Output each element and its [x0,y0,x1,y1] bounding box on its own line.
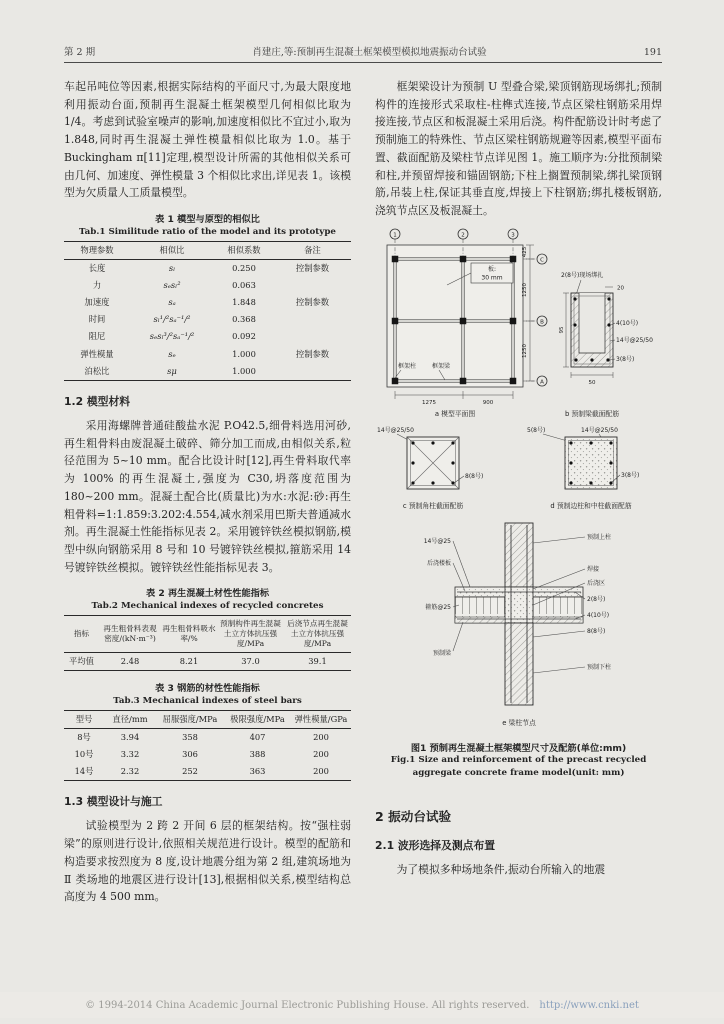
beam-column-joint [424,523,611,727]
table1-header: 相似比 [130,241,214,259]
cnki-url-link[interactable]: http://www.cnki.net [539,999,639,1011]
table3-title-cn: 表 3 钢筋的材性性能指标 [155,683,260,695]
table1-cell: 控制参数 [295,348,330,359]
middle-stirrup-label: 14号@25/50 [581,426,618,434]
plan-dim-1250b: 1250 [522,343,528,358]
table-row [64,311,351,328]
table2-cell: 平均值 [69,655,94,666]
table1-header: 相似系数 [214,241,274,259]
slab-thickness-value: 30 mm [481,274,503,282]
table3-cell: 3.32 [120,749,140,760]
beam-dim-width: 50 [588,379,596,386]
frame-beam-label: 框架梁 [432,362,451,370]
axis-labels-right [537,254,547,386]
table2-cell: 8.21 [179,655,199,666]
table3-cell: 200 [313,766,329,777]
section-2-1-heading: 2.1 波形选择及测点布置 [375,838,496,852]
table1-cell: 阻尼 [88,331,106,342]
figure1-caption-cn: 图1 预制再生混凝土框架模型尺寸及配筋(单位:mm) [410,742,627,754]
beam-dim-wall: 20 [617,285,624,292]
table2-header-row [64,616,351,653]
figure1 [375,225,662,780]
table3-header: 屈服强度/MPa [156,711,224,729]
table3-cell: 2.32 [120,766,140,777]
table1-cell [274,328,351,345]
beam-top-bars-joint-label: 2(8号) [587,595,606,603]
table3-header: 型号 [64,711,104,729]
beam-top-bars-label: 2(8号)现场绑扎 [561,271,604,279]
axis-label-c: C [540,256,544,263]
table1-cell [274,363,351,381]
table-row [64,363,351,381]
table1-cell: sₑsₗ³/²sₐ⁻¹/² [149,331,195,342]
table2-header: 预制构件再生混凝土立方体抗压强度/MPa [217,616,284,653]
table1-cell: 控制参数 [295,297,330,308]
beam-section-caption: b 预制梁截面配筋 [564,409,620,418]
issue-label: 第 2 期 [64,47,96,58]
table1-cell: 1.000 [232,365,256,376]
plan-dimensions-bottom [395,391,513,406]
table1-cell: 0.092 [232,331,256,342]
table3-cell: 363 [249,766,266,777]
table1-cell: 弹性模量 [80,348,114,359]
plan-dim-1275: 1275 [422,399,436,406]
table3-header: 极限强度/MPa [224,711,291,729]
table1-cell: 长度 [88,262,106,273]
table3-cell: 14号 [74,766,94,777]
table1-cell: 泊松比 [84,365,110,376]
table1-title-en: Tab.1 Similitude ratio of the model and its prototype [79,226,336,237]
frame-column-label: 框架柱 [398,362,417,370]
copyright-text: © 1994-2014 China Academic Journal Electronic Publishing House. All rights reserved. [85,999,530,1011]
paragraph-frame-beam: 框架梁设计为预制 U 型叠合梁,梁顶钢筋现场绑扎;预制构件的连接形式采取柱-柱榫式连接,节点区梁柱钢筋采用焊接连接,节点区和板混凝土采用后浇。构件配筋设计时考虑了预制施工的特殊性、节点区梁柱钢筋规避等因素,模型平面布置、截面配筋及梁柱节点详见图 1。施工顺序为:分批预制梁和柱,并预留焊接和锚固钢筋;下柱上搁置预制梁,绑扎梁顶钢筋,吊装上柱,保证其垂直度,焊接上下柱钢筋;绑扎楼板钢筋,浇筑节点区及板混凝土。 [375,80,662,217]
table1-cell: 1.000 [232,348,256,359]
precast-beam-label: 预制梁 [432,649,451,657]
table1-cell: sₑ [168,348,176,359]
page-footer [0,992,724,1018]
beam-dim-height: 95 [559,326,565,334]
joint-caption: e 梁柱节点 [502,718,536,727]
axis-label-2: 2 [461,231,465,238]
table2-header: 再生粗骨料表观密度/(kN·m⁻³) [99,616,161,653]
table-row [64,763,351,781]
cast-joint-region-shape [505,587,533,623]
table1-cell: 时间 [88,314,106,325]
table2-header: 再生粗骨料吸水率/% [161,616,217,653]
cast-slab-label: 后浇楼板 [426,559,451,567]
figure1-caption-en-line2: aggregate concrete frame model(unit: mm) [412,767,625,778]
table2-header: 后浇节点再生混凝土立方体抗压强度/MPa [284,616,351,653]
table3-cell: 10号 [74,749,94,760]
axis-label-b: B [540,318,544,325]
precast-lower-column-label: 预制下柱 [587,663,612,671]
table1-cell: 0.063 [232,279,256,290]
paragraph-materials: 采用海螺牌普通硅酸盐水泥 P.O42.5,细骨料选用河砂,再生粗骨料由废混凝土破碎、筛分加工而成,由相似关系,粒径范围为 5~10 mm。配合比设计时[12],再生骨料取代率为 100% 的再生混凝土,强度为 C30,坍落度范围为 180~200 mm。混凝土配合比(质量比)为水:水泥:砂:再生粗骨料=1:1.859:3.202:4.554,减水剂采用巴斯夫普通减水剂。再生混凝土性能指标见表 2。采用镀锌铁丝模拟钢筋,模型中纵向钢筋采用 8 号和 10 号镀锌铁丝模拟,箍筋采用 14 号镀锌铁丝模拟。镀锌铁丝性能指标见表 3。 [64,419,351,574]
page-header [64,44,662,58]
table1-similitude [64,241,351,381]
left-column [64,78,351,906]
figure1-caption-en-line1: Fig.1 Size and reinforcement of the precast recycled [390,754,647,765]
table-row [64,328,351,345]
table-row [64,728,351,746]
beam-bottom-bars-label: 3(8号) [616,355,635,363]
corner-bars-label: 8(8号) [465,472,484,480]
column-bars-label: 8(8号) [587,627,606,635]
table1-cell: 力 [92,279,102,290]
table1-cell: sₗ¹/²sₐ⁻¹/² [153,314,191,325]
table3-cell: 200 [313,731,329,742]
table3-cell: 252 [182,766,198,777]
table1-cell: 0.250 [232,262,256,273]
axis-label-a: A [540,378,544,385]
middle-bottom-bars-label: 3(8号) [621,471,640,479]
axis-labels-top [390,229,518,239]
table-row [64,652,351,670]
table1-cell: 控制参数 [295,262,330,273]
table2-concrete-properties [64,615,351,671]
middle-column-caption: d 预制边柱和中柱截面配筋 [550,501,632,510]
two-column-body [64,78,662,906]
table2-cell: 2.48 [120,655,140,666]
running-title: 肖建庄,等:预制再生混凝土框架模型模拟地震振动台试验 [252,47,487,58]
table3-header: 直径/mm [104,711,156,729]
table2-cell: 37.0 [241,655,260,666]
table1-header: 物理参数 [64,241,130,259]
table2-title-en: Tab.2 Mechanical indexes of recycled concretes [91,601,324,612]
section-1-3-heading: 1.3 模型设计与施工 [64,795,163,809]
precast-lower-column-shape [505,623,533,705]
table3-header: 弹性模量/GPa [291,711,351,729]
corner-column-section [377,426,483,510]
axis-label-1: 1 [393,231,397,238]
section-1-2-heading: 1.2 模型材料 [64,395,131,409]
table-row [64,294,351,311]
table-row [64,259,351,277]
table-row [64,346,351,363]
table3-cell: 306 [182,749,198,760]
page-number: 191 [643,47,662,58]
paragraph-similitude: 车起吊吨位等因素,根据实际结构的平面尺寸,为最大限度地利用振动台面,预制再生混凝土框架模型几何相似比取为 1/4。考虑到试验室噪声的影响,加速度相似比不宜过小,取为 1.848,同时再生混凝土弹性模量相似比取为 1.0。基于 Buckingham π[11]定理,模型设计所需的其他相似关系可由几何、加速度、弹性模量 3 个相似比求出,详见表 1。该模型为欠质量人工质量模型。 [64,80,351,200]
table1-cell: sₐ [168,297,176,308]
stirrup-spacing-label: 箍筋@25 [425,603,451,611]
middle-top-bars-label: 5(8号) [527,426,546,434]
slab-thickness-label: 板: [487,265,497,273]
precast-upper-column-label: 预制上柱 [587,533,612,541]
slab-rebar-label: 14号@25 [423,537,451,545]
table2-header: 指标 [64,616,99,653]
plan-dim-425: 425 [522,246,528,257]
table1-cell [274,311,351,328]
right-column [375,78,662,906]
table1-cell: sμ [167,365,177,376]
plan-dim-900: 900 [482,399,494,406]
table1-cell: sₑsₗ² [163,279,181,290]
table2-cell: 39.1 [308,655,327,666]
header-rule [64,62,662,63]
corner-column-caption: c 预制角柱截面配筋 [402,501,464,510]
table1-title-cn: 表 1 模型与原型的相似比 [155,213,260,225]
corner-stirrup-label: 14号@25/50 [377,426,414,434]
table1-cell: 0.368 [232,314,256,325]
beam-stirrup-label: 14号@25/50 [616,336,653,344]
table1-cell: 1.848 [232,297,256,308]
table3-header-row [64,711,351,729]
table3-title-en: Tab.3 Mechanical indexes of steel bars [113,696,302,707]
plan-dim-1250: 1250 [522,282,528,297]
plan-view [387,229,547,418]
weld-label: 焊接 [587,565,600,573]
beam-bottom-bars-joint-label: 4(10号) [587,611,610,619]
table-row [64,746,351,763]
beam-web-bars-label: 4(10号) [616,319,639,327]
table-row [64,277,351,294]
precast-upper-column-shape [505,523,533,587]
cast-region-label: 后浇区 [587,579,606,587]
table1-cell: sₗ [168,262,176,273]
table3-cell: 8号 [77,731,91,742]
table1-cell [274,277,351,294]
plan-dimensions-right [522,245,534,381]
table3-cell: 358 [182,731,198,742]
table3-cell: 407 [249,731,266,742]
table1-header-row [64,241,351,259]
paragraph-wave-selection: 为了模拟多种场地条件,振动台所输入的地震 [396,862,606,876]
beam-section [559,271,653,418]
figure1-drawing [375,225,663,733]
section-2-heading: 2 振动台试验 [375,808,452,824]
axis-label-3: 3 [511,231,515,238]
edge-middle-column-section [527,426,639,510]
table2-title-cn: 表 2 再生混凝土材性性能指标 [145,588,270,600]
table3-cell: 200 [313,749,329,760]
paragraph-model-design: 试验模型为 2 跨 2 开间 6 层的框架结构。按“强柱弱梁”的原则进行设计,依照相关规范进行设计。模型的配筋和构造要求按烈度为 8 度,设计地震分组为第 2 组,建筑场地为 Ⅱ 类场地的地震区进行设计[13],根据相似关系,模型结构总高度为 4 500 mm。 [64,819,351,904]
plan-caption: a 模型平面图 [434,409,476,418]
table3-steel-properties [64,710,351,781]
table3-cell: 3.94 [120,731,140,742]
table3-cell: 388 [249,749,266,760]
table1-header: 备注 [274,241,351,259]
table1-cell: 加速度 [84,297,110,308]
